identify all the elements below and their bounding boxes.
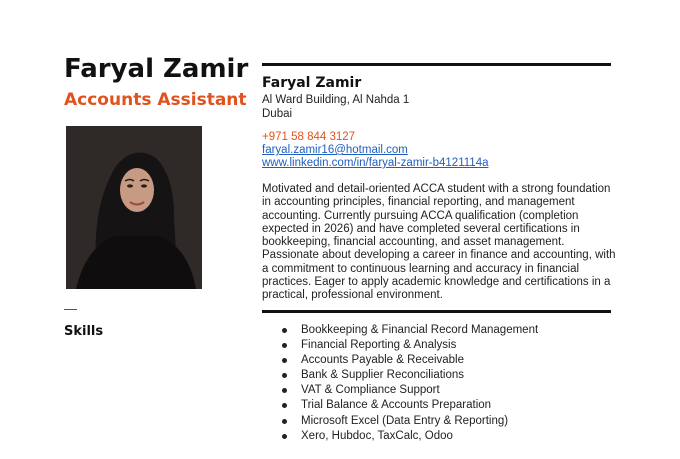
skill-item: Financial Reporting & Analysis xyxy=(282,338,538,353)
bullet-icon xyxy=(282,434,287,439)
bullet-icon xyxy=(282,358,287,363)
skills-section-title: Skills xyxy=(64,324,104,339)
profile-photo xyxy=(66,126,202,289)
skill-item: Bank & Supplier Reconciliations xyxy=(282,368,538,383)
bullet-icon xyxy=(282,403,287,408)
bullet-icon xyxy=(282,343,287,348)
header-rule xyxy=(262,63,611,66)
bullet-icon xyxy=(282,328,287,333)
bullet-icon xyxy=(282,388,287,393)
contact-phone[interactable]: +971 58 844 3127 xyxy=(262,131,356,143)
profile-photo-illustration xyxy=(66,126,202,289)
bullet-icon xyxy=(282,373,287,378)
address-line-1: Al Ward Building, Al Nahda 1 xyxy=(262,94,410,106)
job-title: Accounts Assistant xyxy=(64,90,247,110)
contact-address xyxy=(262,94,409,121)
address-line-2: Dubai xyxy=(262,107,293,120)
skill-item: VAT & Compliance Support xyxy=(282,383,538,398)
skill-item: Microsoft Excel (Data Entry & Reporting) xyxy=(282,414,538,429)
skill-item: Bookkeeping & Financial Record Management xyxy=(282,323,538,338)
resume-name-heading: Faryal Zamir xyxy=(64,54,249,84)
contact-name: Faryal Zamir xyxy=(262,75,362,91)
skill-item: Trial Balance & Accounts Preparation xyxy=(282,398,538,413)
section-divider-short xyxy=(64,309,77,310)
skill-item: Xero, Hubdoc, TaxCalc, Odoo xyxy=(282,429,538,444)
skill-item: Accounts Payable & Receivable xyxy=(282,353,538,368)
contact-email-link[interactable]: faryal.zamir16@hotmail.com xyxy=(262,144,408,156)
contact-linkedin-link[interactable]: www.linkedin.com/in/faryal-zamir-b4121114a xyxy=(262,157,489,169)
profile-summary: Motivated and detail-oriented ACCA student with a strong foundation in accounting principles, financial reporting, and management accounting. Currently pursuing ACCA qualification (completion expected in 2026) and have completed several certifications in bookkeeping, financial accounting, and asset management. Passionate about developing a career in finance and accounting, with a commitment to continuous learning and accuracy in financial practices. Eager to apply academic knowledge and certifications in a practical, professional environment. xyxy=(262,183,616,302)
skills-list xyxy=(282,323,538,444)
bullet-icon xyxy=(282,419,287,424)
section-rule xyxy=(262,310,611,313)
